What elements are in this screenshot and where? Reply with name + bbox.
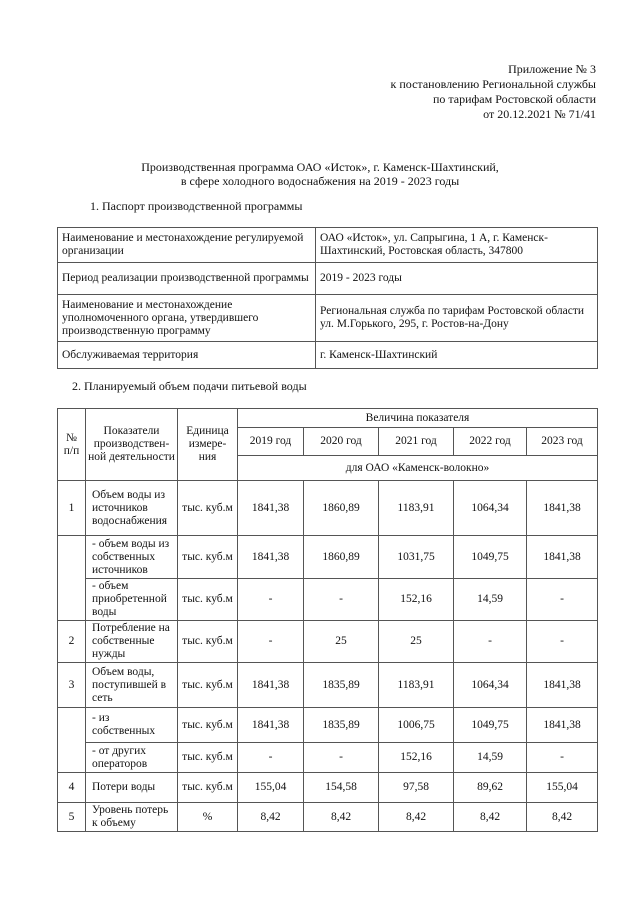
passport-label: Период реализации производственной программы	[58, 263, 316, 295]
row-value: 1841,38	[527, 663, 598, 708]
row-value: -	[527, 579, 598, 621]
row-value: 1183,91	[379, 481, 454, 536]
row-value: 8,42	[527, 803, 598, 832]
row-value: 14,59	[454, 743, 527, 773]
appendix-line: от 20.12.2021 № 71/41	[483, 107, 596, 121]
table-row	[58, 708, 598, 743]
passport-row	[58, 342, 598, 369]
passport-table	[57, 227, 598, 369]
row-indicator: - от других операторов	[86, 743, 178, 773]
row-unit: тыс. куб.м	[178, 536, 238, 579]
section-2-heading: 2. Планируемый объем подачи питьевой воды	[72, 379, 307, 393]
row-value: 1031,75	[379, 536, 454, 579]
row-value: 8,42	[304, 803, 379, 832]
row-num	[58, 708, 86, 773]
title-line: Производственная программа ОАО «Исток», г. Каменск-Шахтинский,	[141, 160, 499, 174]
table-row	[58, 621, 598, 663]
row-value: 25	[304, 621, 379, 663]
row-unit: тыс. куб.м	[178, 621, 238, 663]
passport-value: г. Каменск-Шахтинский	[316, 342, 598, 369]
table-row	[58, 481, 598, 536]
table-row	[58, 579, 598, 621]
row-unit: тыс. куб.м	[178, 773, 238, 803]
passport-row	[58, 228, 598, 263]
table-row	[58, 743, 598, 773]
row-value: 1860,89	[304, 481, 379, 536]
row-value: 1064,34	[454, 663, 527, 708]
passport-value: ОАО «Исток», ул. Сапрыгина, 1 А, г. Каменск-Шахтинский, Ростовская область, 347800	[316, 228, 598, 263]
row-value: 154,58	[304, 773, 379, 803]
row-value: -	[454, 621, 527, 663]
row-value: 152,16	[379, 579, 454, 621]
row-value: 155,04	[238, 773, 304, 803]
header-year: 2023 год	[527, 428, 598, 456]
passport-row	[58, 295, 598, 342]
row-indicator: - объем приобретенной воды	[86, 579, 178, 621]
row-indicator: Объем воды из источников водоснабжения	[86, 481, 178, 536]
row-unit: тыс. куб.м	[178, 708, 238, 743]
row-value: -	[527, 743, 598, 773]
row-num: 2	[58, 621, 86, 663]
row-value: 1860,89	[304, 536, 379, 579]
row-value: 1841,38	[527, 708, 598, 743]
row-num	[58, 536, 86, 621]
header-year: 2021 год	[379, 428, 454, 456]
row-indicator: Уровень потерь к объему	[86, 803, 178, 832]
row-value: 1841,38	[527, 536, 598, 579]
passport-value: Региональная служба по тарифам Ростовской области ул. М.Горького, 295, г. Ростов-на-Дону	[316, 295, 598, 342]
header-indicator: Показатели производствен-ной деятельности	[86, 409, 178, 481]
row-value: 89,62	[454, 773, 527, 803]
row-indicator: - объем воды из собственных источников	[86, 536, 178, 579]
header-year: 2022 год	[454, 428, 527, 456]
row-unit: тыс. куб.м	[178, 481, 238, 536]
header-num: № п/п	[58, 409, 86, 481]
row-value: -	[304, 579, 379, 621]
row-value: 1835,89	[304, 663, 379, 708]
row-unit: тыс. куб.м	[178, 743, 238, 773]
passport-value: 2019 - 2023 годы	[316, 263, 598, 295]
row-value: 155,04	[527, 773, 598, 803]
row-value: 1841,38	[238, 536, 304, 579]
title-line: в сфере холодного водоснабжения на 2019 - 2023 годы	[180, 174, 460, 188]
row-value: 152,16	[379, 743, 454, 773]
document-title	[0, 160, 640, 188]
passport-label: Обслуживаемая территория	[58, 342, 316, 369]
row-value: 1049,75	[454, 536, 527, 579]
header-year: 2020 год	[304, 428, 379, 456]
row-value: 1006,75	[379, 708, 454, 743]
row-value: 8,42	[379, 803, 454, 832]
section-1-heading: 1. Паспорт производственной программы	[90, 199, 303, 213]
appendix-line: Приложение № 3	[508, 62, 596, 76]
row-indicator: - из собственных	[86, 708, 178, 743]
row-value: -	[238, 743, 304, 773]
row-value: -	[304, 743, 379, 773]
table-row	[58, 773, 598, 803]
row-num: 5	[58, 803, 86, 832]
table-row	[58, 663, 598, 708]
passport-label: Наименование и местонахождение регулируемой организации	[58, 228, 316, 263]
passport-row	[58, 263, 598, 295]
row-indicator: Потребление на собственные нужды	[86, 621, 178, 663]
row-value: 25	[379, 621, 454, 663]
header-org: для ОАО «Каменск-волокно»	[238, 456, 598, 481]
row-value: 1841,38	[527, 481, 598, 536]
row-value: -	[238, 579, 304, 621]
row-value: 1064,34	[454, 481, 527, 536]
row-value: 8,42	[454, 803, 527, 832]
appendix-note	[391, 62, 596, 122]
passport-label: Наименование и местонахождение уполномоченного органа, утвердившего производственную программу	[58, 295, 316, 342]
row-value: 1049,75	[454, 708, 527, 743]
row-unit: тыс. куб.м	[178, 579, 238, 621]
row-value: 8,42	[238, 803, 304, 832]
row-unit: %	[178, 803, 238, 832]
appendix-line: по тарифам Ростовской области	[432, 92, 596, 106]
row-value: 14,59	[454, 579, 527, 621]
row-num: 3	[58, 663, 86, 708]
table-row	[58, 536, 598, 579]
appendix-line: к постановлению Региональной службы	[390, 77, 596, 91]
row-value: -	[238, 621, 304, 663]
row-indicator: Объем воды, поступившей в сеть	[86, 663, 178, 708]
row-unit: тыс. куб.м	[178, 663, 238, 708]
table-row	[58, 803, 598, 832]
row-value: 1841,38	[238, 481, 304, 536]
row-num: 4	[58, 773, 86, 803]
header-year: 2019 год	[238, 428, 304, 456]
header-unit: Единица измере-ния	[178, 409, 238, 481]
row-num: 1	[58, 481, 86, 536]
water-supply-table	[57, 408, 598, 832]
row-value: 1183,91	[379, 663, 454, 708]
row-value: 1841,38	[238, 708, 304, 743]
row-value: 97,58	[379, 773, 454, 803]
row-value: 1835,89	[304, 708, 379, 743]
row-value: -	[527, 621, 598, 663]
row-indicator: Потери воды	[86, 773, 178, 803]
header-value: Величина показателя	[238, 409, 598, 428]
row-value: 1841,38	[238, 663, 304, 708]
